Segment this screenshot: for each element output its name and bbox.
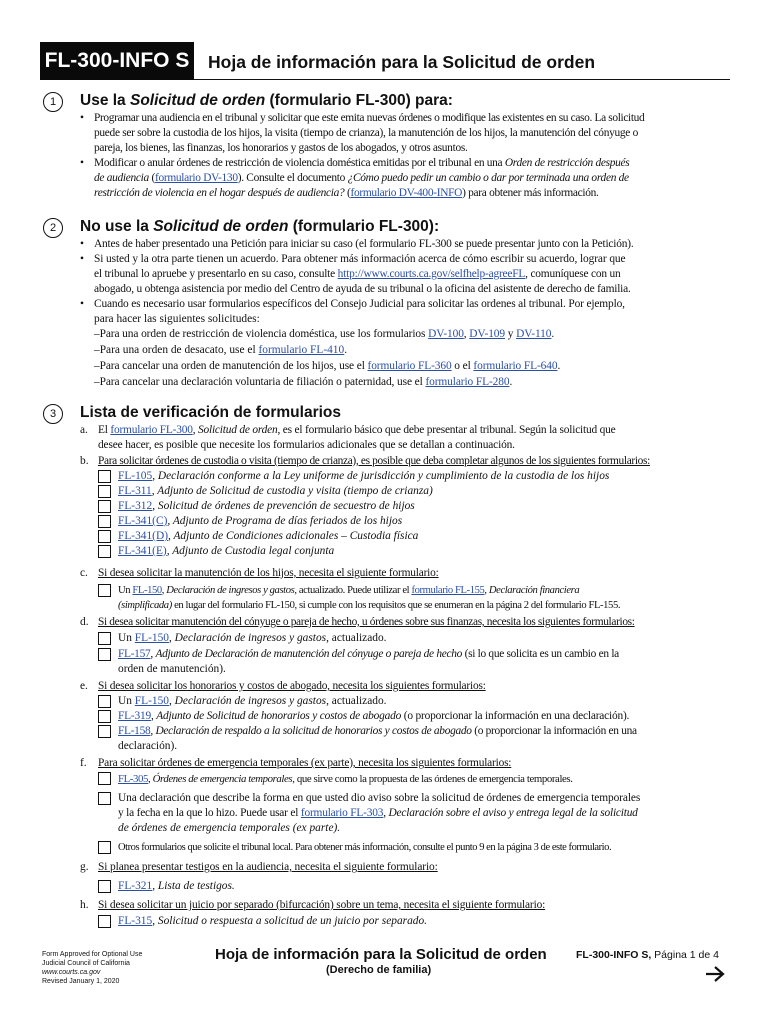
section-3-title: Lista de verificación de formularios [80, 404, 341, 421]
item-label-g: g. [80, 861, 89, 873]
checkbox-fl105[interactable] [98, 470, 111, 483]
checklist-item: de órdenes de emergencia temporales (ex parte). [118, 822, 341, 834]
footer-title: Hoja de información para la Solicitud de orden [215, 946, 547, 963]
checkbox-fl341c[interactable] [98, 515, 111, 528]
link-fl311[interactable]: FL-311 [118, 485, 152, 497]
link-fl341e[interactable]: FL-341(E) [118, 545, 167, 557]
link-fl157[interactable]: FL-157 [118, 648, 151, 660]
s3-line: Para solicitar órdenes de custodia o visita (tiempo de crianza), es posible que deba completar algunos de los siguientes formularios: [98, 455, 650, 467]
s1-line: puede ser sobre la custodia de los hijos, la visita (tiempo de crianza), la manutención de los hijos, la manutención del cónyuge o [94, 127, 638, 139]
checkbox-fl341e[interactable] [98, 545, 111, 558]
link-dv109[interactable]: DV-109 [469, 328, 505, 340]
link-fl150[interactable]: FL-150 [134, 632, 169, 644]
s2-line: –Para cancelar una declaración voluntaria de filiación o paternidad, use el formulario FL-280. [94, 376, 513, 388]
link-fl105[interactable]: FL-105 [118, 470, 153, 482]
checklist-item: FL-311, Adjunto de Solicitud de custodia y visita (tiempo de crianza) [118, 485, 433, 497]
checklist-item: FL-321, Lista de testigos. [118, 880, 235, 892]
link-fl360[interactable]: formulario FL-360 [367, 360, 452, 372]
link-dv130[interactable]: formulario DV-130 [154, 172, 238, 184]
checklist-item: declaración). [118, 740, 178, 752]
link-fl155[interactable]: formulario FL-155 [411, 585, 485, 596]
checklist-item: Una declaración que describe la forma en que usted dio aviso sobre la solicitud de órdenes de emergencia temporales [118, 792, 641, 804]
checkbox-fl315[interactable] [98, 915, 111, 928]
link-fl280[interactable]: formulario FL-280 [425, 376, 510, 388]
link-dv400-info[interactable]: formulario DV-400-INFO [350, 187, 463, 199]
link-fl150[interactable]: FL-150 [132, 585, 162, 596]
s3-line: Si desea solicitar los honorarios y costos de abogado, necesita los siguientes formularios: [98, 680, 486, 692]
document-title: Hoja de información para la Solicitud de orden [208, 52, 596, 72]
s3-line: Si planea presentar testigos en la audiencia, necesita el siguiente formulario: [98, 861, 438, 873]
link-fl303[interactable]: formulario FL-303 [300, 807, 384, 819]
checklist-item: FL-312, Solicitud de órdenes de prevención de secuestro de hijos [118, 500, 415, 512]
section-2-title: No use la Solicitud de orden (formulario FL-300): [80, 218, 440, 235]
checklist-item: Otros formularios que solicite el tribunal local. Para obtener más información, consulte el punto 9 en la página 3 de este formulario. [118, 842, 612, 853]
checklist-item: FL-105, Declaración conforme a la Ley uniforme de jurisdicción y cumplimiento de la custodia de los hijos [118, 470, 610, 482]
checklist-item: (simplificada) en lugar del formulario FL-150, si cumple con los requisitos que se enumeran en la página 2 del formulario FL-155. [118, 600, 621, 611]
link-fl300[interactable]: formulario FL-300 [110, 424, 193, 436]
s1-line: restricción de violencia en el hogar después de audiencia? (formulario DV-400-INFO) para obtener más información. [94, 187, 599, 199]
s1-line: Modificar o anular órdenes de restricción de violencia doméstica emitidas por el tribunal en una Orden de restricción después [94, 157, 630, 169]
s2-line: –Para una orden de desacato, use el formulario FL-410. [94, 344, 348, 356]
footer-approval: Form Approved for Optional Use [42, 951, 143, 958]
next-page-arrow-icon[interactable] [704, 964, 726, 984]
s2-line: abogado, u obtenga asistencia por medio del Centro de ayuda de su tribunal o la oficina del asistente de derecho de familia. [94, 283, 631, 295]
s3-line: Si desea solicitar un juicio por separado (bifurcación) sobre un tema, necesita el siguiente formulario: [98, 899, 546, 911]
checkbox-fl311[interactable] [98, 485, 111, 498]
link-fl305[interactable]: FL-305 [118, 773, 148, 785]
checklist-item: Un FL-150, Declaración de ingresos y gastos, actualizado. [118, 632, 387, 644]
checkbox-fl150-child-support[interactable] [98, 584, 111, 597]
s3-line: Si desea solicitar la manutención de los hijos, necesita el siguiente formulario: [98, 567, 439, 579]
checkbox-notice-declaration[interactable] [98, 792, 111, 805]
checkbox-fl305[interactable] [98, 772, 111, 785]
checkbox-fl157[interactable] [98, 648, 111, 661]
section-number-3: 3 [43, 404, 63, 424]
s2-line: el tribunal lo apruebe y presentarlo en su caso, consulte http://www.courts.ca.gov/selfhelp-agreeFL, comuníquese con un [94, 268, 621, 280]
footer-subtitle: (Derecho de familia) [326, 964, 432, 976]
bullet: • [80, 112, 84, 124]
s1-line: de audiencia (formulario DV-130). Consulte el documento ¿Cómo puedo pedir un cambio o dar por terminada una orden de [94, 172, 629, 184]
checklist-item: FL-341(E), Adjunto de Custodia legal conjunta [118, 545, 335, 557]
checklist-item: orden de manutención). [118, 663, 226, 675]
s3-line: El formulario FL-300, Solicitud de orden, es el formulario básico que debe presentar al tribunal. Según la solicitud que [98, 424, 616, 436]
checkbox-fl341d[interactable] [98, 530, 111, 543]
link-fl341d[interactable]: FL-341(D) [118, 530, 168, 542]
checkbox-fl321[interactable] [98, 880, 111, 893]
checklist-item: FL-319, Adjunto de Solicitud de honorarios y costos de abogado (o proporcionar la información en una declaración). [118, 710, 630, 722]
link-fl150[interactable]: FL-150 [134, 695, 169, 707]
section-number-2: 2 [43, 218, 63, 238]
s3-line: Para solicitar órdenes de emergencia temporales (ex parte), necesita los siguientes formularios: [98, 757, 512, 769]
checklist-item: Un FL-150, Declaración de ingresos y gastos, actualizado. Puede utilizar el formulario FL-155, Declaración financiera [118, 585, 580, 596]
link-fl315[interactable]: FL-315 [118, 915, 153, 927]
section-number-1: 1 [43, 92, 63, 112]
item-label-b: b. [80, 455, 89, 467]
s2-line: Antes de haber presentado una Petición para iniciar su caso (el formulario FL-300 se puede presentar junto con la Petición). [94, 238, 634, 250]
header-rule [194, 79, 730, 80]
checklist-item: FL-305, Órdenes de emergencia temporales, que sirve como la propuesta de las órdenes de emergencia temporales. [118, 773, 573, 785]
checklist-item: FL-158, Declaración de respaldo a la solicitud de honorarios y costos de abogado (o proporcionar la información en una [118, 725, 637, 737]
footer-revised: Revised January 1, 2020 [42, 978, 120, 985]
checkbox-local-forms[interactable] [98, 841, 111, 854]
link-fl341c[interactable]: FL-341(C) [118, 515, 168, 527]
bullet: • [80, 253, 84, 265]
link-fl640[interactable]: formulario FL-640 [473, 360, 558, 372]
checkbox-fl150-spousal[interactable] [98, 632, 111, 645]
item-label-d: d. [80, 616, 89, 628]
bullet: • [80, 157, 84, 169]
s2-line: Si usted y la otra parte tienen un acuerdo. Para obtener más información acerca de cómo escribir su acuerdo, lograr que [94, 253, 626, 265]
footer-website: www.courts.ca.gov [42, 969, 101, 976]
checklist-item: FL-341(C), Adjunto de Programa de días feriados de los hijos [118, 515, 403, 527]
checklist-item: y la fecha en la que lo hizo. Puede usar el formulario FL-303, Declaración sobre el aviso y entrega legal de la solicitud [118, 807, 638, 819]
checklist-item: FL-341(D), Adjunto de Condiciones adicionales – Custodia física [118, 530, 419, 542]
link-fl319[interactable]: FL-319 [118, 710, 151, 722]
section-1-title: Use la Solicitud de orden (formulario FL-300) para: [80, 92, 453, 109]
link-fl321[interactable]: FL-321 [118, 880, 153, 892]
document-header [40, 42, 730, 80]
checkbox-fl312[interactable] [98, 500, 111, 513]
form-id-box: FL-300-INFO S [40, 42, 194, 80]
s1-line: Programar una audiencia en el tribunal y solicitar que este emita nuevas órdenes o modifique las existentes en su caso. La solicitud [94, 112, 645, 124]
checkbox-fl150-fees[interactable] [98, 695, 111, 708]
bullet: • [80, 298, 84, 310]
checkbox-fl158[interactable] [98, 725, 111, 738]
item-label-a: a. [80, 424, 88, 436]
s2-line: –Para cancelar una orden de manutención de los hijos, use el formulario FL-360 o el formulario FL-640. [94, 360, 561, 372]
item-label-h: h. [80, 899, 89, 911]
s2-line: –Para una orden de restricción de violencia doméstica, use los formularios DV-100, DV-109 y DV-110. [94, 328, 555, 340]
link-fl410[interactable]: formulario FL-410 [258, 344, 345, 356]
item-label-c: c. [80, 567, 88, 579]
checklist-item: Un FL-150, Declaración de ingresos y gastos, actualizado. [118, 695, 387, 707]
link-selfhelp-agreement[interactable]: http://www.courts.ca.gov/selfhelp-agreeFL [337, 268, 526, 280]
link-dv100[interactable]: DV-100 [428, 328, 464, 340]
footer-page-info: FL-300-INFO S, Página 1 de 4 [576, 949, 719, 961]
link-dv110[interactable]: DV-110 [516, 328, 552, 340]
s2-line: para hacer las siguientes solicitudes: [94, 313, 260, 325]
link-fl158[interactable]: FL-158 [118, 725, 151, 737]
checklist-item: FL-315, Solicitud o respuesta a solicitud de un juicio por separado. [118, 915, 428, 927]
link-fl312[interactable]: FL-312 [118, 500, 153, 512]
s1-line: pareja, los bienes, las finanzas, los honorarios y gastos de los abogados, y otros asuntos. [94, 142, 468, 154]
s3-line: desee hacer, es posible que necesite los formularios adicionales que se detallan a continuación. [98, 439, 515, 451]
bullet: • [80, 238, 84, 250]
checklist-item: FL-157, Adjunto de Declaración de manutención del cónyuge o pareja de hecho (si lo que solicita es un cambio en la [118, 648, 619, 660]
footer-council: Judicial Council of California [42, 960, 130, 967]
item-label-f: f. [80, 757, 87, 769]
s2-line: Cuando es necesario usar formularios específicos del Consejo Judicial para solicitar las ordenes al tribunal. Por ejemplo, [94, 298, 625, 310]
item-label-e: e. [80, 680, 88, 692]
checkbox-fl319[interactable] [98, 710, 111, 723]
s3-line: Si desea solicitar manutención del cónyuge o pareja de hecho, u órdenes sobre sus finanzas, necesita los siguientes formularios: [98, 616, 635, 628]
